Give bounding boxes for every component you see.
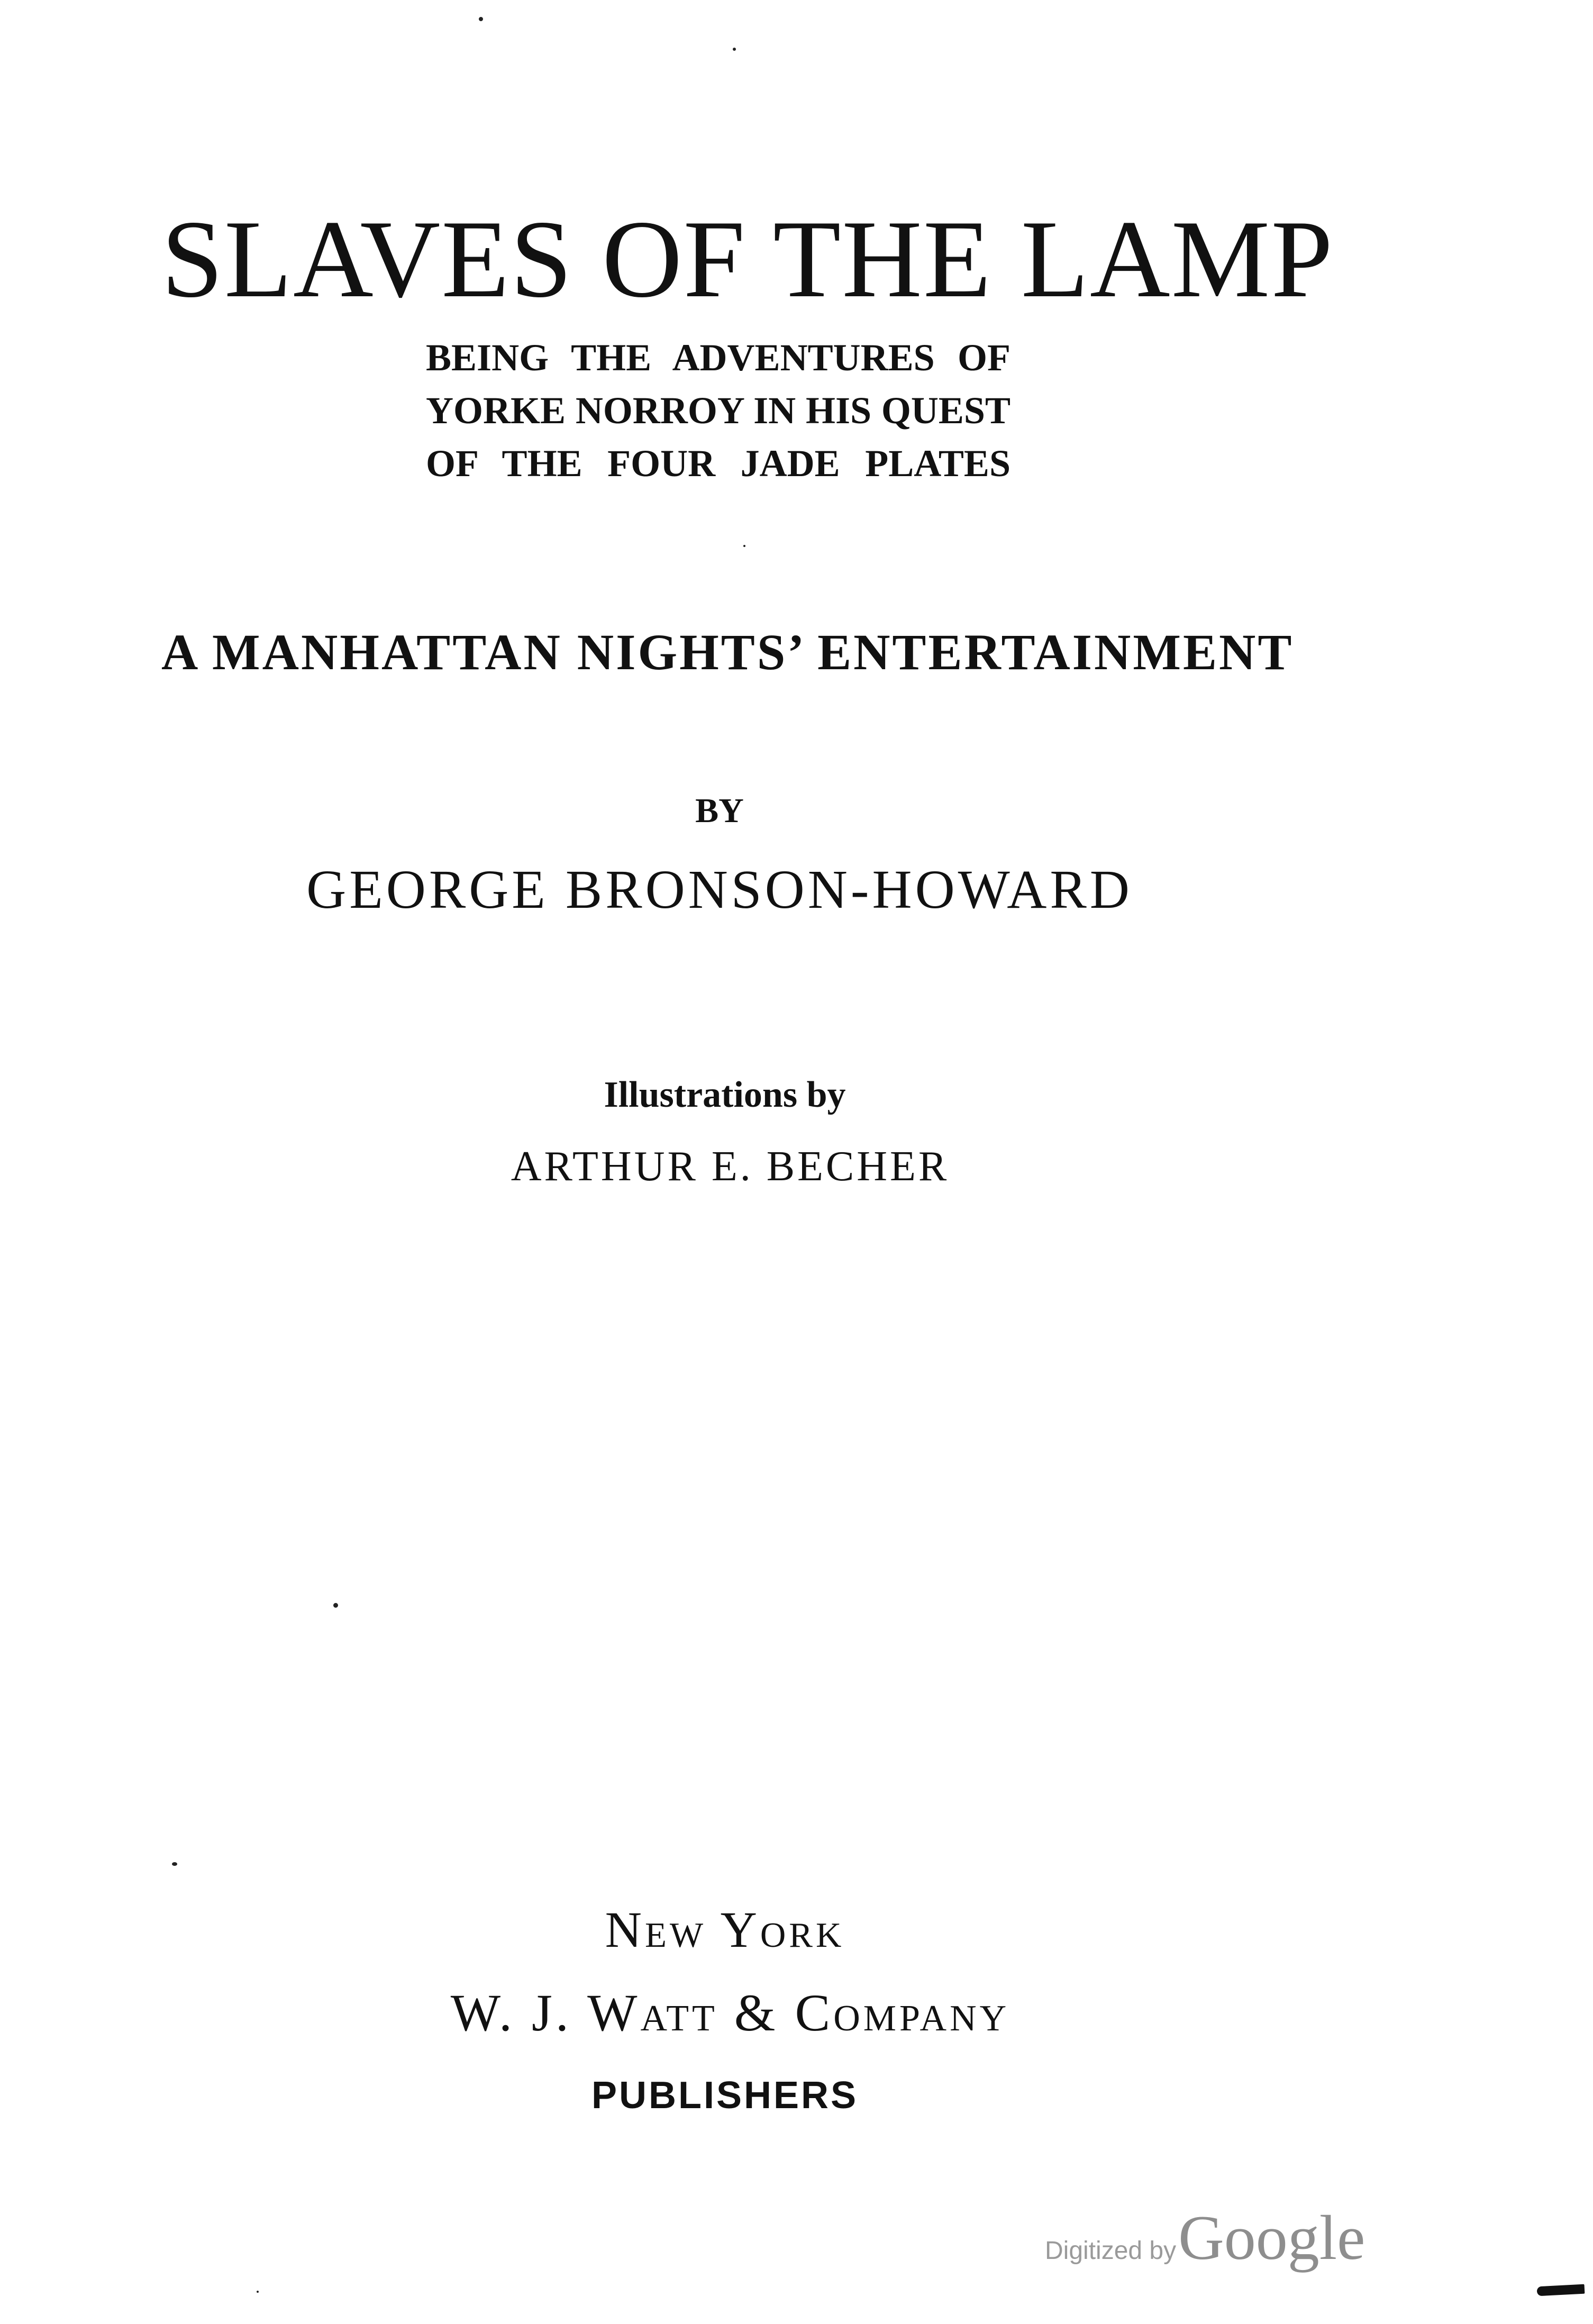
ink-speck — [172, 1862, 177, 1866]
illustrations-credit-label: Illustrations by — [604, 1074, 846, 1115]
ink-speck — [257, 2291, 259, 2293]
watermark-brand: Google — [1178, 2202, 1366, 2273]
ink-speck — [333, 1603, 338, 1608]
imprint-publisher: W. J. Watt & Company — [450, 1983, 1010, 2042]
series-line: A MANHATTAN NIGHTS’ ENTERTAINMENT — [161, 624, 1294, 680]
book-title: SLAVES OF THE LAMP — [161, 198, 1334, 321]
subtitle-line-2: YORKE NORROY IN HIS QUEST — [426, 389, 1011, 432]
ink-speck — [479, 17, 483, 21]
subtitle-line-1: BEING THE ADVENTURES OF — [426, 336, 1011, 379]
illustrator-name: ARTHUR E. BECHER — [511, 1143, 950, 1190]
watermark-prefix: Digitized by — [1045, 2237, 1177, 2265]
imprint-city: New York — [605, 1901, 845, 1958]
imprint-publishers-label: PUBLISHERS — [591, 2074, 859, 2117]
ink-speck — [733, 48, 736, 51]
author-name: GEORGE BRONSON-HOWARD — [306, 859, 1133, 920]
scan-edge-mark — [1537, 2284, 1585, 2296]
ink-speck — [743, 545, 745, 547]
digitized-watermark — [1045, 2202, 1366, 2273]
by-line: BY — [695, 791, 744, 830]
subtitle-line-3: OF THE FOUR JADE PLATES — [426, 442, 1011, 485]
